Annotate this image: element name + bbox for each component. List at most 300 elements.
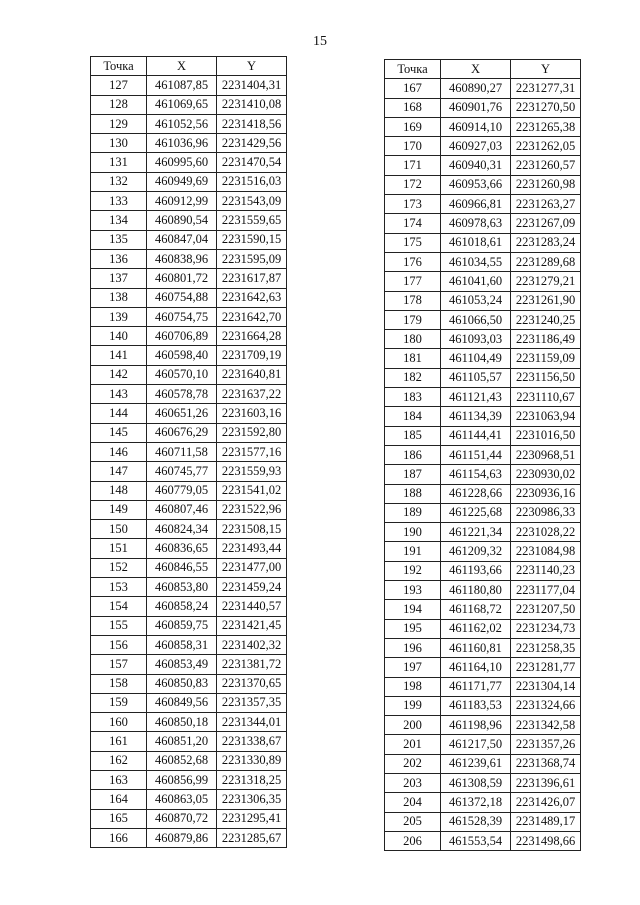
cell-y: 2231402,32 xyxy=(217,635,287,654)
table-row xyxy=(385,330,581,349)
cell-x: 460890,27 xyxy=(441,79,511,98)
cell-point: 184 xyxy=(385,407,441,426)
table-row xyxy=(91,134,287,153)
cell-y: 2231370,65 xyxy=(217,674,287,693)
cell-y: 2231324,66 xyxy=(511,696,581,715)
cell-y: 2231541,02 xyxy=(217,481,287,500)
cell-y: 2231470,54 xyxy=(217,153,287,172)
cell-x: 460870,72 xyxy=(147,809,217,828)
table-row xyxy=(385,773,581,792)
cell-x: 460901,76 xyxy=(441,98,511,117)
cell-y: 2231516,03 xyxy=(217,172,287,191)
table-row xyxy=(91,558,287,577)
cell-x: 460852,68 xyxy=(147,751,217,770)
table-row xyxy=(91,346,287,365)
cell-x: 461121,43 xyxy=(441,388,511,407)
cell-point: 189 xyxy=(385,503,441,522)
cell-point: 139 xyxy=(91,307,147,326)
table-row xyxy=(91,635,287,654)
cell-x: 460651,26 xyxy=(147,404,217,423)
table-row xyxy=(91,828,287,847)
cell-y: 2231577,16 xyxy=(217,442,287,461)
cell-y: 2231396,61 xyxy=(511,773,581,792)
cell-point: 171 xyxy=(385,156,441,175)
cell-point: 146 xyxy=(91,442,147,461)
cell-x: 461087,85 xyxy=(147,76,217,95)
cell-y: 2231498,66 xyxy=(511,831,581,850)
table-row xyxy=(385,831,581,850)
table-body-left xyxy=(91,76,287,848)
cell-x: 460858,31 xyxy=(147,635,217,654)
cell-y: 2231421,45 xyxy=(217,616,287,635)
cell-y: 2231381,72 xyxy=(217,655,287,674)
cell-x: 460978,63 xyxy=(441,214,511,233)
table-row xyxy=(91,442,287,461)
cell-y: 2231110,67 xyxy=(511,388,581,407)
cell-y: 2231306,35 xyxy=(217,790,287,809)
cell-x: 461104,49 xyxy=(441,349,511,368)
header-y: Y xyxy=(511,60,581,79)
cell-x: 460856,99 xyxy=(147,770,217,789)
cell-x: 461198,96 xyxy=(441,716,511,735)
table-row xyxy=(385,195,581,214)
cell-y: 2231357,35 xyxy=(217,693,287,712)
cell-x: 461308,59 xyxy=(441,773,511,792)
cell-point: 144 xyxy=(91,404,147,423)
cell-y: 2231277,31 xyxy=(511,79,581,98)
table-row xyxy=(385,98,581,117)
cell-point: 177 xyxy=(385,272,441,291)
cell-point: 191 xyxy=(385,542,441,561)
cell-x: 461168,72 xyxy=(441,600,511,619)
cell-y: 2231240,25 xyxy=(511,310,581,329)
cell-point: 197 xyxy=(385,658,441,677)
cell-x: 461134,39 xyxy=(441,407,511,426)
table-row xyxy=(385,600,581,619)
cell-x: 461372,18 xyxy=(441,793,511,812)
cell-y: 2231234,73 xyxy=(511,619,581,638)
table-row xyxy=(91,462,287,481)
table-row xyxy=(91,76,287,95)
cell-y: 2231617,87 xyxy=(217,269,287,288)
cell-y: 2231344,01 xyxy=(217,713,287,732)
cell-y: 2231338,67 xyxy=(217,732,287,751)
cell-x: 460850,18 xyxy=(147,713,217,732)
table-row xyxy=(385,79,581,98)
cell-x: 460847,04 xyxy=(147,230,217,249)
cell-point: 161 xyxy=(91,732,147,751)
cell-x: 461069,65 xyxy=(147,95,217,114)
cell-y: 2231084,98 xyxy=(511,542,581,561)
table-row xyxy=(385,503,581,522)
cell-x: 460754,88 xyxy=(147,288,217,307)
cell-x: 461193,66 xyxy=(441,561,511,580)
cell-x: 460995,60 xyxy=(147,153,217,172)
cell-y: 2231429,56 xyxy=(217,134,287,153)
cell-point: 173 xyxy=(385,195,441,214)
table-row xyxy=(385,696,581,715)
cell-point: 151 xyxy=(91,539,147,558)
cell-point: 131 xyxy=(91,153,147,172)
table-row xyxy=(385,252,581,271)
table-row xyxy=(385,445,581,464)
cell-point: 179 xyxy=(385,310,441,329)
cell-point: 195 xyxy=(385,619,441,638)
cell-y: 2231016,50 xyxy=(511,426,581,445)
page-number: 15 xyxy=(313,34,327,49)
cell-x: 460779,05 xyxy=(147,481,217,500)
table-row xyxy=(385,812,581,831)
table-row xyxy=(385,407,581,426)
cell-y: 2231640,81 xyxy=(217,365,287,384)
cell-point: 159 xyxy=(91,693,147,712)
cell-y: 2231281,77 xyxy=(511,658,581,677)
cell-point: 193 xyxy=(385,581,441,600)
table-row xyxy=(385,272,581,291)
cell-y: 2231543,09 xyxy=(217,192,287,211)
cell-y: 2231637,22 xyxy=(217,385,287,404)
table-row xyxy=(91,809,287,828)
table-row xyxy=(91,404,287,423)
cell-point: 200 xyxy=(385,716,441,735)
cell-y: 2230968,51 xyxy=(511,445,581,464)
cell-y: 2230930,02 xyxy=(511,465,581,484)
table-row xyxy=(385,388,581,407)
cell-x: 461151,44 xyxy=(441,445,511,464)
table-row xyxy=(385,619,581,638)
table-row xyxy=(91,365,287,384)
table-row xyxy=(91,230,287,249)
cell-x: 460853,49 xyxy=(147,655,217,674)
table-row xyxy=(91,327,287,346)
cell-point: 158 xyxy=(91,674,147,693)
cell-y: 2230986,33 xyxy=(511,503,581,522)
cell-y: 2231265,38 xyxy=(511,117,581,136)
cell-y: 2231258,35 xyxy=(511,638,581,657)
cell-point: 185 xyxy=(385,426,441,445)
cell-y: 2231304,14 xyxy=(511,677,581,696)
table-row xyxy=(385,484,581,503)
cell-point: 192 xyxy=(385,561,441,580)
cell-x: 460953,66 xyxy=(441,175,511,194)
cell-y: 2231489,17 xyxy=(511,812,581,831)
cell-point: 157 xyxy=(91,655,147,674)
table-row xyxy=(91,539,287,558)
cell-x: 460850,83 xyxy=(147,674,217,693)
cell-point: 147 xyxy=(91,462,147,481)
cell-y: 2231410,08 xyxy=(217,95,287,114)
table-row xyxy=(385,793,581,812)
cell-y: 2230936,16 xyxy=(511,484,581,503)
cell-x: 461066,50 xyxy=(441,310,511,329)
cell-point: 178 xyxy=(385,291,441,310)
cell-point: 203 xyxy=(385,773,441,792)
cell-x: 460598,40 xyxy=(147,346,217,365)
cell-y: 2231342,58 xyxy=(511,716,581,735)
cell-point: 129 xyxy=(91,114,147,133)
table-row xyxy=(385,754,581,773)
table-row xyxy=(91,114,287,133)
table-row xyxy=(385,638,581,657)
table-row xyxy=(91,770,287,789)
table-row xyxy=(91,655,287,674)
table-row xyxy=(385,233,581,252)
table-row xyxy=(91,578,287,597)
cell-y: 2231493,44 xyxy=(217,539,287,558)
cell-y: 2231642,63 xyxy=(217,288,287,307)
table-row xyxy=(91,713,287,732)
table-row xyxy=(91,307,287,326)
cell-y: 2231664,28 xyxy=(217,327,287,346)
cell-point: 142 xyxy=(91,365,147,384)
cell-y: 2231368,74 xyxy=(511,754,581,773)
cell-point: 174 xyxy=(385,214,441,233)
cell-y: 2231440,57 xyxy=(217,597,287,616)
cell-x: 460838,96 xyxy=(147,249,217,268)
cell-x: 460914,10 xyxy=(441,117,511,136)
cell-x: 461553,54 xyxy=(441,831,511,850)
cell-x: 461528,39 xyxy=(441,812,511,831)
cell-point: 160 xyxy=(91,713,147,732)
cell-x: 460927,03 xyxy=(441,137,511,156)
header-point: Точка xyxy=(385,60,441,79)
cell-y: 2231263,27 xyxy=(511,195,581,214)
cell-point: 145 xyxy=(91,423,147,442)
cell-x: 461041,60 xyxy=(441,272,511,291)
cell-x: 460807,46 xyxy=(147,500,217,519)
cell-y: 2231559,65 xyxy=(217,211,287,230)
cell-y: 2231261,90 xyxy=(511,291,581,310)
cell-x: 461239,61 xyxy=(441,754,511,773)
cell-point: 187 xyxy=(385,465,441,484)
cell-x: 460578,78 xyxy=(147,385,217,404)
cell-y: 2231592,80 xyxy=(217,423,287,442)
cell-point: 165 xyxy=(91,809,147,828)
cell-point: 132 xyxy=(91,172,147,191)
cell-y: 2231267,09 xyxy=(511,214,581,233)
table-row xyxy=(91,385,287,404)
cell-y: 2231642,70 xyxy=(217,307,287,326)
header-x: X xyxy=(441,60,511,79)
cell-y: 2231140,23 xyxy=(511,561,581,580)
table-header-row xyxy=(385,60,581,79)
cell-y: 2231603,16 xyxy=(217,404,287,423)
cell-y: 2231270,50 xyxy=(511,98,581,117)
header-x: X xyxy=(147,57,217,76)
cell-point: 143 xyxy=(91,385,147,404)
cell-x: 460858,24 xyxy=(147,597,217,616)
cell-x: 460824,34 xyxy=(147,520,217,539)
table-row xyxy=(385,735,581,754)
cell-x: 461162,02 xyxy=(441,619,511,638)
cell-y: 2231477,00 xyxy=(217,558,287,577)
cell-x: 461093,03 xyxy=(441,330,511,349)
cell-point: 175 xyxy=(385,233,441,252)
table-row xyxy=(91,520,287,539)
cell-y: 2231459,24 xyxy=(217,578,287,597)
table-row xyxy=(385,465,581,484)
cell-y: 2231357,26 xyxy=(511,735,581,754)
table-row xyxy=(91,249,287,268)
cell-x: 461164,10 xyxy=(441,658,511,677)
cell-point: 172 xyxy=(385,175,441,194)
cell-point: 201 xyxy=(385,735,441,754)
cell-x: 461036,96 xyxy=(147,134,217,153)
cell-x: 460859,75 xyxy=(147,616,217,635)
cell-x: 460890,54 xyxy=(147,211,217,230)
cell-point: 152 xyxy=(91,558,147,577)
cell-x: 461209,32 xyxy=(441,542,511,561)
table-row xyxy=(385,137,581,156)
cell-point: 127 xyxy=(91,76,147,95)
cell-point: 130 xyxy=(91,134,147,153)
cell-point: 199 xyxy=(385,696,441,715)
table-row xyxy=(385,581,581,600)
cell-y: 2231590,15 xyxy=(217,230,287,249)
cell-point: 190 xyxy=(385,523,441,542)
table-row xyxy=(385,523,581,542)
cell-y: 2231404,31 xyxy=(217,76,287,95)
cell-y: 2231186,49 xyxy=(511,330,581,349)
table-row xyxy=(385,542,581,561)
cell-x: 460949,69 xyxy=(147,172,217,191)
table-row xyxy=(91,500,287,519)
coordinates-table-right xyxy=(384,59,581,851)
cell-point: 202 xyxy=(385,754,441,773)
cell-x: 460966,81 xyxy=(441,195,511,214)
table-row xyxy=(91,693,287,712)
header-y: Y xyxy=(217,57,287,76)
table-row xyxy=(385,156,581,175)
cell-y: 2231159,09 xyxy=(511,349,581,368)
cell-point: 181 xyxy=(385,349,441,368)
table-row xyxy=(385,426,581,445)
cell-y: 2231295,41 xyxy=(217,809,287,828)
table-row xyxy=(385,117,581,136)
cell-x: 461217,50 xyxy=(441,735,511,754)
cell-x: 461053,24 xyxy=(441,291,511,310)
cell-point: 138 xyxy=(91,288,147,307)
cell-y: 2231262,05 xyxy=(511,137,581,156)
cell-x: 461160,81 xyxy=(441,638,511,657)
cell-y: 2231063,94 xyxy=(511,407,581,426)
cell-x: 460863,05 xyxy=(147,790,217,809)
table-row xyxy=(385,368,581,387)
cell-point: 194 xyxy=(385,600,441,619)
cell-point: 182 xyxy=(385,368,441,387)
cell-y: 2231426,07 xyxy=(511,793,581,812)
cell-point: 204 xyxy=(385,793,441,812)
table-row xyxy=(91,172,287,191)
table-row xyxy=(91,616,287,635)
table-row xyxy=(385,291,581,310)
table-row xyxy=(385,677,581,696)
table-row xyxy=(91,751,287,770)
table-row xyxy=(91,674,287,693)
cell-x: 461171,77 xyxy=(441,677,511,696)
cell-x: 461144,41 xyxy=(441,426,511,445)
cell-point: 136 xyxy=(91,249,147,268)
cell-x: 460853,80 xyxy=(147,578,217,597)
cell-point: 206 xyxy=(385,831,441,850)
cell-y: 2231260,57 xyxy=(511,156,581,175)
cell-point: 205 xyxy=(385,812,441,831)
cell-point: 167 xyxy=(385,79,441,98)
cell-point: 170 xyxy=(385,137,441,156)
cell-y: 2231709,19 xyxy=(217,346,287,365)
table-row xyxy=(91,481,287,500)
cell-point: 153 xyxy=(91,578,147,597)
cell-point: 134 xyxy=(91,211,147,230)
table-row xyxy=(91,192,287,211)
table-row xyxy=(91,211,287,230)
table-row xyxy=(385,349,581,368)
cell-x: 461052,56 xyxy=(147,114,217,133)
cell-x: 460851,20 xyxy=(147,732,217,751)
cell-x: 460849,56 xyxy=(147,693,217,712)
table-row xyxy=(385,716,581,735)
cell-point: 176 xyxy=(385,252,441,271)
table-row xyxy=(91,288,287,307)
header-point: Точка xyxy=(91,57,147,76)
table-row xyxy=(91,790,287,809)
cell-point: 186 xyxy=(385,445,441,464)
cell-y: 2231285,67 xyxy=(217,828,287,847)
cell-point: 162 xyxy=(91,751,147,770)
cell-point: 149 xyxy=(91,500,147,519)
cell-x: 461105,57 xyxy=(441,368,511,387)
cell-x: 460676,29 xyxy=(147,423,217,442)
cell-x: 461034,55 xyxy=(441,252,511,271)
table-row xyxy=(91,95,287,114)
cell-point: 166 xyxy=(91,828,147,847)
cell-y: 2231559,93 xyxy=(217,462,287,481)
table-row xyxy=(91,597,287,616)
cell-point: 183 xyxy=(385,388,441,407)
table-row xyxy=(91,732,287,751)
cell-x: 460706,89 xyxy=(147,327,217,346)
cell-point: 154 xyxy=(91,597,147,616)
table-row xyxy=(385,658,581,677)
cell-point: 188 xyxy=(385,484,441,503)
cell-y: 2231028,22 xyxy=(511,523,581,542)
cell-point: 135 xyxy=(91,230,147,249)
table-body-right xyxy=(385,79,581,851)
cell-point: 141 xyxy=(91,346,147,365)
cell-point: 198 xyxy=(385,677,441,696)
table-row xyxy=(385,214,581,233)
cell-point: 163 xyxy=(91,770,147,789)
cell-x: 460912,99 xyxy=(147,192,217,211)
cell-y: 2231330,89 xyxy=(217,751,287,770)
cell-x: 460711,58 xyxy=(147,442,217,461)
cell-x: 460879,86 xyxy=(147,828,217,847)
cell-y: 2231595,09 xyxy=(217,249,287,268)
cell-x: 461183,53 xyxy=(441,696,511,715)
cell-point: 180 xyxy=(385,330,441,349)
cell-point: 156 xyxy=(91,635,147,654)
cell-point: 128 xyxy=(91,95,147,114)
cell-y: 2231508,15 xyxy=(217,520,287,539)
cell-point: 164 xyxy=(91,790,147,809)
cell-x: 460801,72 xyxy=(147,269,217,288)
cell-y: 2231260,98 xyxy=(511,175,581,194)
cell-y: 2231156,50 xyxy=(511,368,581,387)
table-row xyxy=(91,269,287,288)
table-row xyxy=(91,153,287,172)
cell-y: 2231418,56 xyxy=(217,114,287,133)
cell-x: 461154,63 xyxy=(441,465,511,484)
